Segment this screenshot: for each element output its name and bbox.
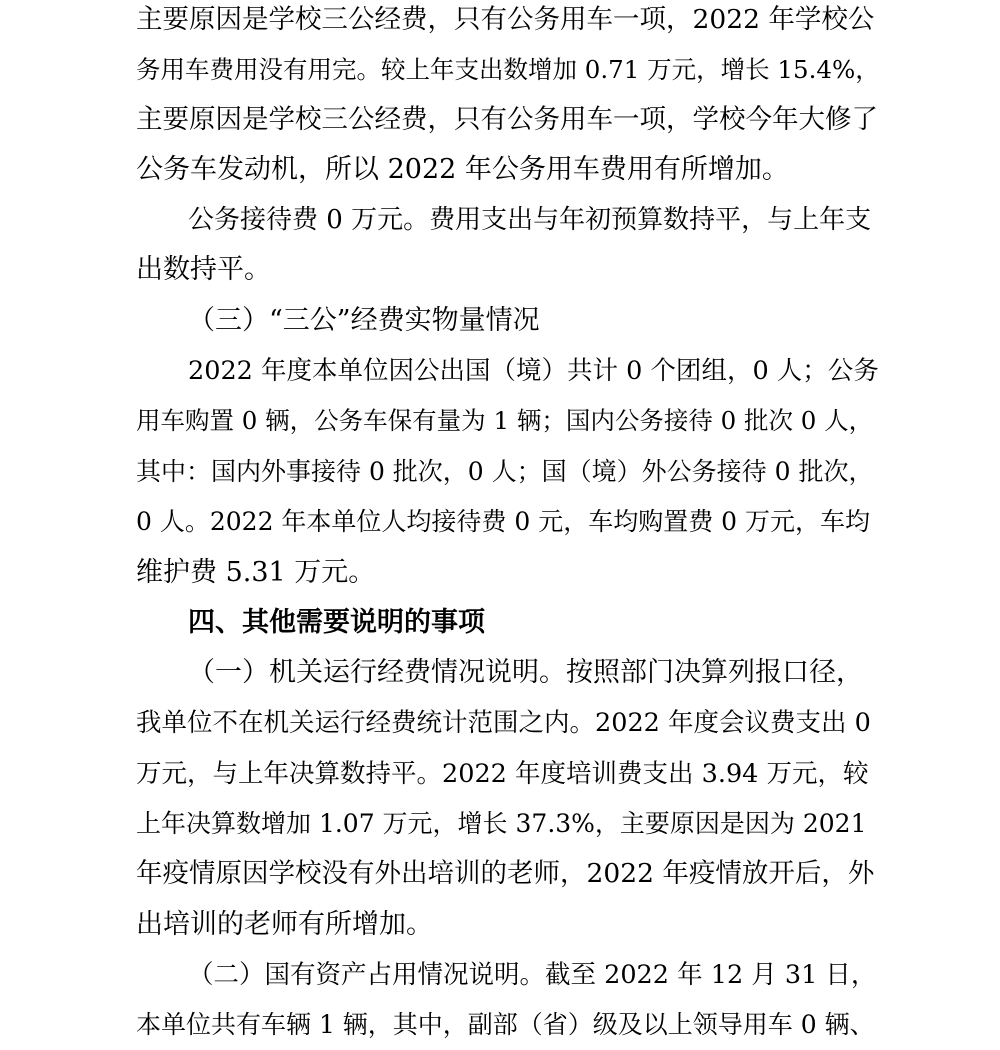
- body-text-line: 出培训的老师有所增加。: [136, 909, 433, 940]
- body-text-line: 主要原因是学校三公经费，只有公务用车一项，学校今年大修了: [136, 104, 878, 135]
- body-text-line: 本单位共有车辆 1 辆，其中，副部（省）级及以上领导用车 0 辆、: [136, 1010, 875, 1039]
- body-text-line: 万元，与上年决算数持平。2022 年度培训费支出 3.94 万元，较: [136, 759, 869, 789]
- body-text-line: 主要原因是学校三公经费，只有公务用车一项，2022 年学校公: [136, 4, 875, 35]
- section-heading: 四、其他需要说明的事项: [188, 607, 485, 638]
- paragraph-first-line: 2022 年度本单位因公出国（境）共计 0 个团组，0 人；公务: [188, 356, 879, 386]
- subsection-heading: （三）“三公”经费实物量情况: [188, 305, 540, 336]
- body-text-line: 出数持平。: [136, 254, 271, 285]
- paragraph-first-line: （二）国有资产占用情况说明。截至 2022 年 12 月 31 日，: [188, 960, 877, 990]
- body-text-line: 公务车发动机，所以 2022 年公务用车费用有所增加。: [136, 154, 789, 185]
- body-text-line: 0 人。2022 年本单位人均接待费 0 元，车均购置费 0 万元，车均: [136, 507, 871, 536]
- body-text-line: 我单位不在机关运行经费统计范围之内。2022 年度会议费支出 0: [136, 708, 871, 738]
- paragraph-first-line: 公务接待费 0 万元。费用支出与年初预算数持平，与上年支: [188, 205, 872, 235]
- paragraph-first-line: （一）机关运行经费情况说明。按照部门决算列报口径，: [188, 657, 863, 688]
- body-text-line: 务用车费用没有用完。较上年支出数增加 0.71 万元，增长 15.4%，: [136, 55, 880, 84]
- body-text-line: 用车购置 0 辆，公务车保有量为 1 辆；国内公务接待 0 批次 0 人，: [136, 406, 874, 435]
- body-text-line: 维护费 5.31 万元。: [136, 557, 376, 588]
- body-text-line: 上年决算数增加 1.07 万元，增长 37.3%，主要原因是因为 2021: [136, 809, 867, 838]
- body-text-line: 其中：国内外事接待 0 批次，0 人；国（境）外公务接待 0 批次，: [136, 457, 874, 486]
- body-text-line: 年疫情原因学校没有外出培训的老师，2022 年疫情放开后，外: [136, 858, 875, 889]
